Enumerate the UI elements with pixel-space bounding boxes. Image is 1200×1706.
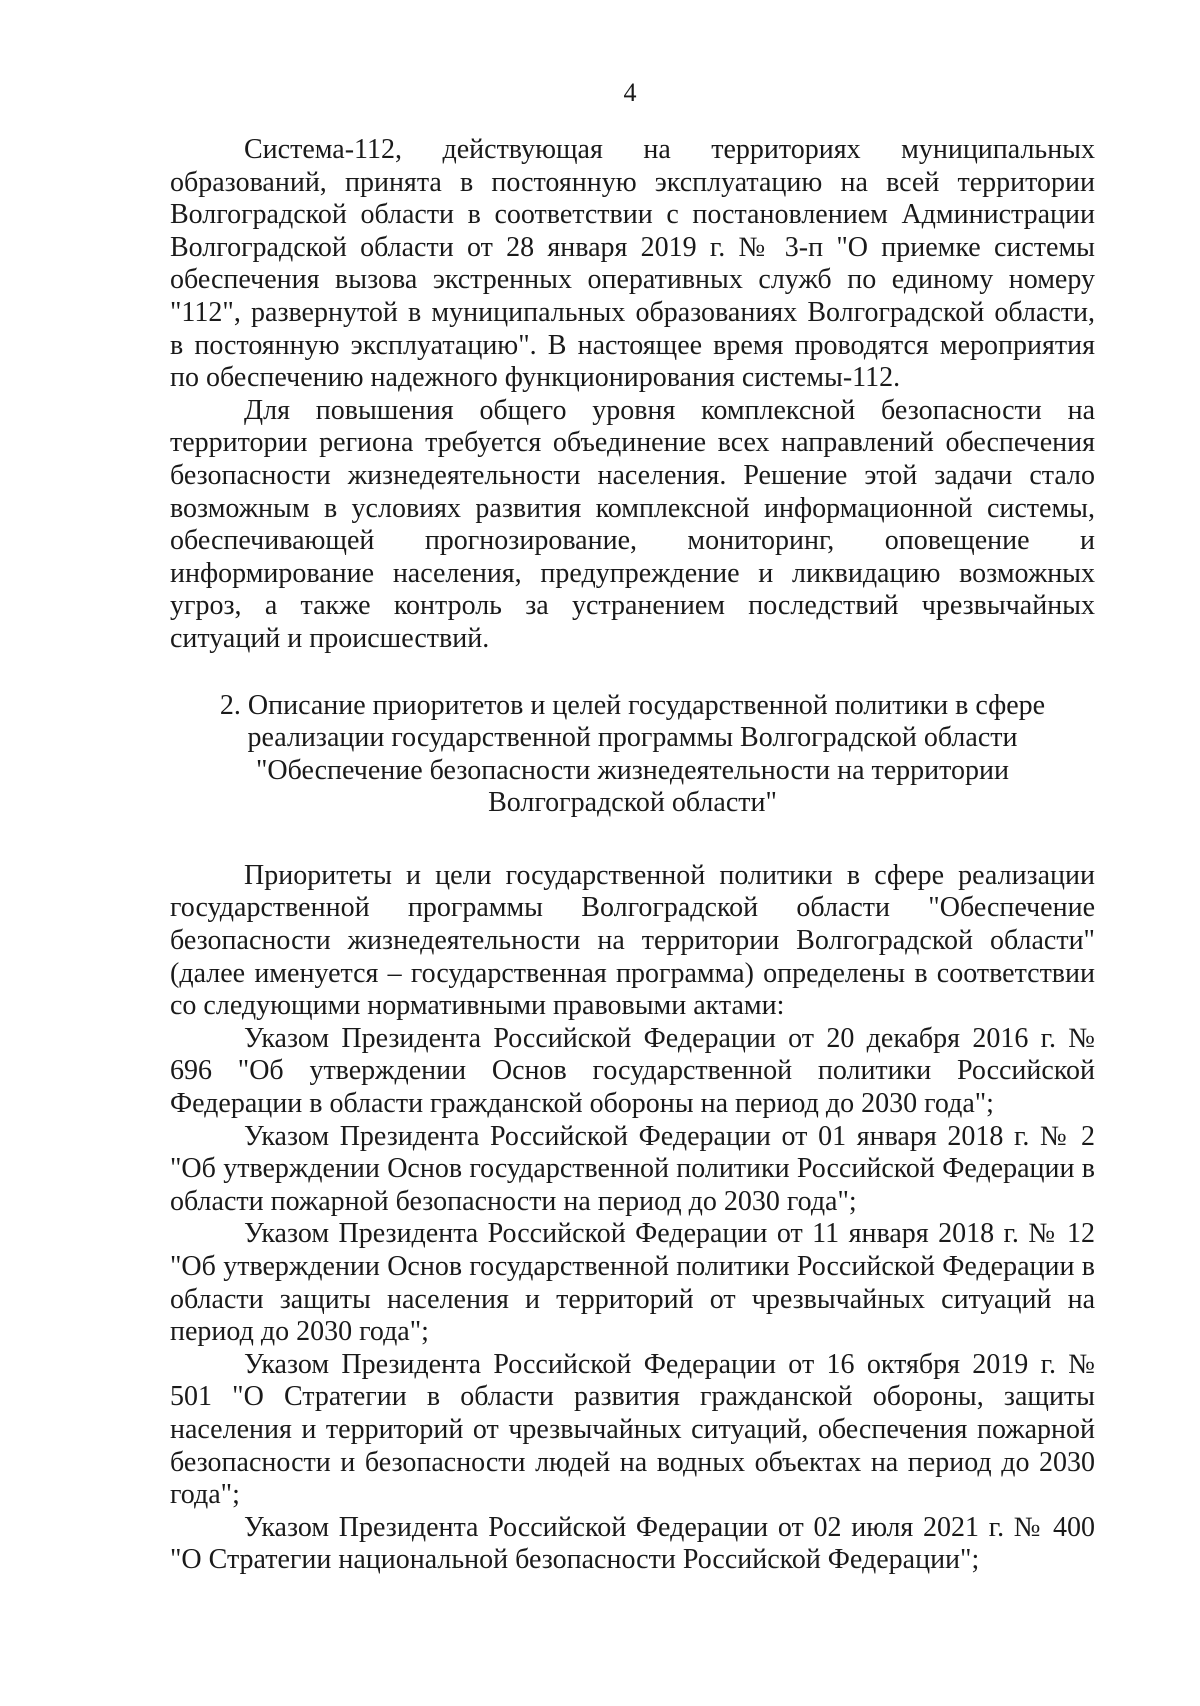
paragraph-decree-696: Указом Президента Российской Федерации от 20 декабря 2016 г. № 696 "Об утверждении Основ государственной политики Российской Федерации в области гражданской обороны на период до 2030 года";: [170, 1022, 1095, 1120]
section-heading-line: Волгоградской области": [488, 787, 777, 819]
paragraph-priorities-intro: Приоритеты и цели государственной политики в сфере реализации государственной программы Волгоградской области "Обеспечение безопасности жизнедеятельности на территории Волгоградской области" (далее именуется – государственная программа) определены в соответствии со следующими нормативными правовыми актами:: [170, 859, 1095, 1022]
document-body: [170, 134, 1095, 1577]
paragraph-decree-2: Указом Президента Российской Федерации от 01 января 2018 г. № 2 "Об утверждении Основ государственной политики Российской Федерации в области пожарной безопасности на период до 2030 года";: [170, 1120, 1095, 1217]
paragraph-decree-400: Указом Президента Российской Федерации от 02 июля 2021 г. № 400 "О Стратегии национальной безопасности Российской Федерации";: [170, 1511, 1095, 1576]
section-heading-line: 2. Описание приоритетов и целей государственной политики в сфере: [219, 689, 1046, 721]
page-number: 4: [623, 78, 637, 107]
section-heading-line: "Обеспечение безопасности жизнедеятельности на территории: [255, 754, 1010, 786]
paragraph-system-112: Система-112, действующая на территориях муниципальных образований, принята в постоянную эксплуатацию на всей территории Волгоградской области в соответствии с постановлением Администрации Волгоградской области от 28 января 2019 г. № 3-п "О приемке системы обеспечения вызова экстренных оперативных служб по единому номеру "112", развернутой в муниципальных образованиях Волгоградской области, в постоянную эксплуатацию". В настоящее время проводятся мероприятия по обеспечению надежного функционирования системы-112.: [170, 134, 1095, 394]
paragraph-complex-security: Для повышения общего уровня комплексной безопасности на территории региона требуется объединение всех направлений обеспечения безопасности жизнедеятельности населения. Решение этой задачи стало возможным в условиях развития комплексной информационной системы, обеспечивающей прогнозирование, мониторинг, оповещение и информирование населения, предупреждение и ликвидацию возможных угроз, а также контроль за устранением последствий чрезвычайных ситуаций и происшествий.: [170, 394, 1095, 654]
paragraph-decree-501: Указом Президента Российской Федерации от 16 октября 2019 г. № 501 "О Стратегии в области развития гражданской обороны, защиты населения и территорий от чрезвычайных ситуаций, обеспечения пожарной безопасности и безопасности людей на водных объектах на период до 2030 года";: [170, 1348, 1095, 1511]
section-heading-line: реализации государственной программы Волгоградской области: [247, 722, 1018, 754]
section-heading: [170, 690, 1095, 820]
paragraph-decree-12: Указом Президента Российской Федерации от 11 января 2018 г. № 12 "Об утверждении Основ государственной политики Российской Федерации в области защиты населения и территорий от чрезвычайных ситуаций на период до 2030 года";: [170, 1218, 1095, 1348]
